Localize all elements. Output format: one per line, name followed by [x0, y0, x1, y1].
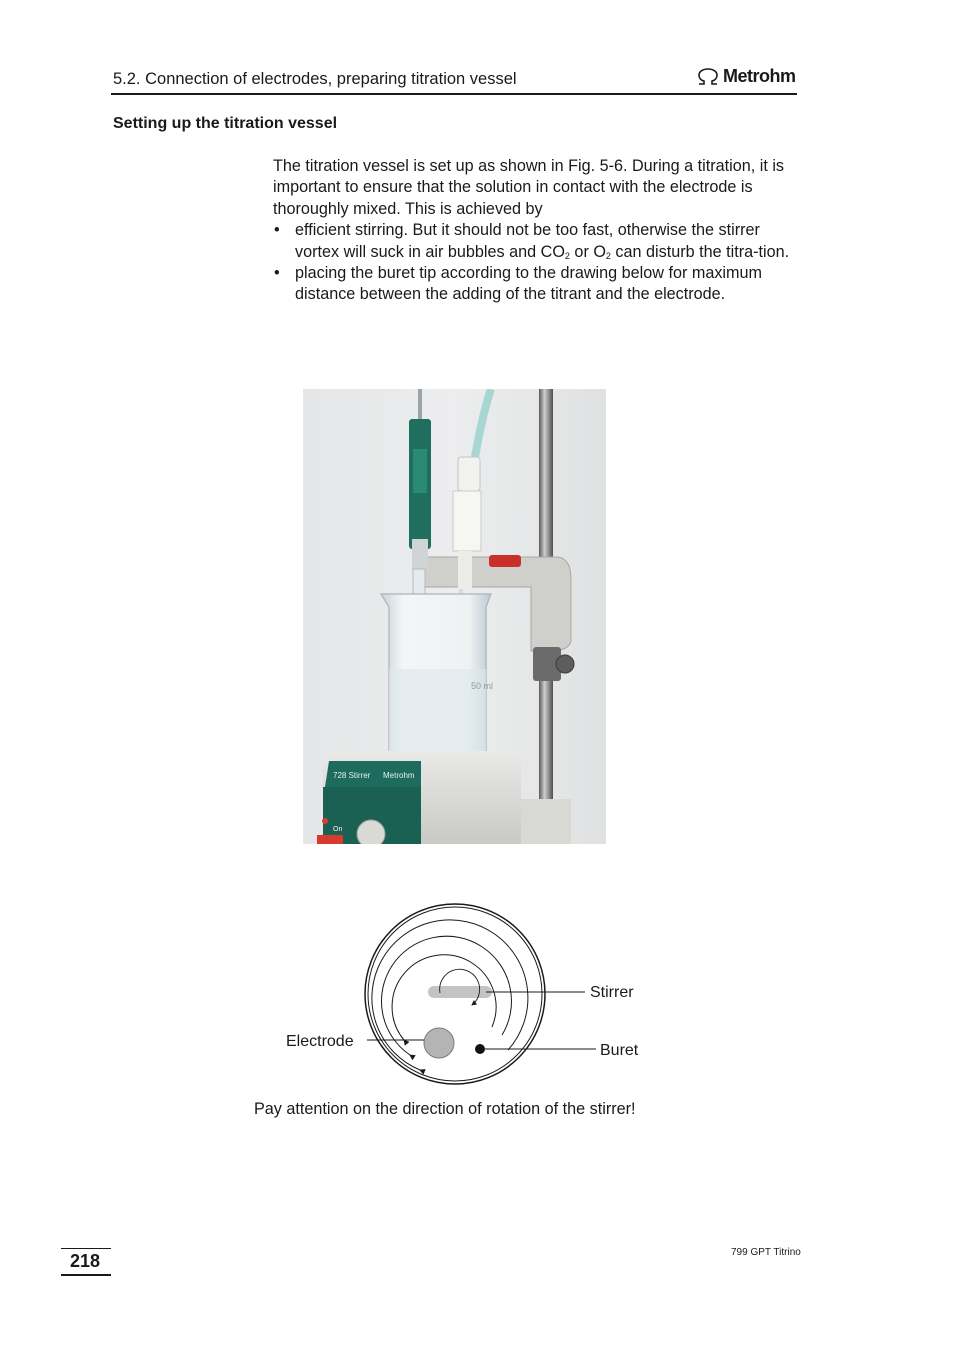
footer-rule-top	[61, 1248, 111, 1249]
label-electrode: Electrode	[286, 1033, 354, 1050]
bullet-buret: • placing the buret tip according to the drawing below for maximum distance between the adding of the titrant and the electrode.	[274, 264, 762, 304]
diagram-caption: Pay attention on the direction of rotation of the stirrer!	[254, 1100, 636, 1118]
body-text	[273, 156, 803, 306]
switch-label: On	[333, 826, 343, 833]
beaker-mark: 50 ml	[471, 681, 494, 691]
section-heading: Setting up the titration vessel	[113, 115, 338, 132]
bullet-dot: •	[274, 264, 280, 283]
intro-paragraph: The titration vessel is set up as shown in Fig. 5-6. During a titration, it is important to ensure that the solution in contact with the electrode is thoroughly mixed. This is achieved by	[273, 157, 785, 218]
footer-rule-bottom	[61, 1274, 111, 1276]
bullet-dot: •	[274, 221, 280, 240]
logo-text: Metrohm	[723, 66, 796, 86]
brand-label: Metrohm	[383, 771, 415, 780]
titration-vessel-photo	[303, 389, 606, 844]
speed-knob	[357, 820, 385, 844]
label-buret: Buret	[600, 1042, 639, 1059]
metrohm-logo	[696, 66, 796, 87]
stirring-diagram	[280, 895, 680, 1095]
electrode-marker	[424, 1028, 454, 1058]
holder-latch	[489, 555, 521, 567]
page-number: 218	[70, 1251, 101, 1271]
product-name: 799 GPT Titrino	[731, 1247, 801, 1258]
omega-logo-icon	[696, 68, 720, 86]
bullet-stirring: • efficient stirring. But it should not be too fast, otherwise the stirrer vortex will suck in air bubbles and $CO_2$ or $O_2$ can disturb the titra-tion.	[274, 221, 790, 261]
buret-marker	[475, 1044, 485, 1054]
header-rule	[111, 93, 797, 95]
header-section-title: 5.2. Connection of electrodes, preparing titration vessel	[113, 70, 517, 88]
stirrer-label: 728 Stirrer	[333, 771, 371, 780]
label-stirrer: Stirrer	[590, 984, 634, 1001]
